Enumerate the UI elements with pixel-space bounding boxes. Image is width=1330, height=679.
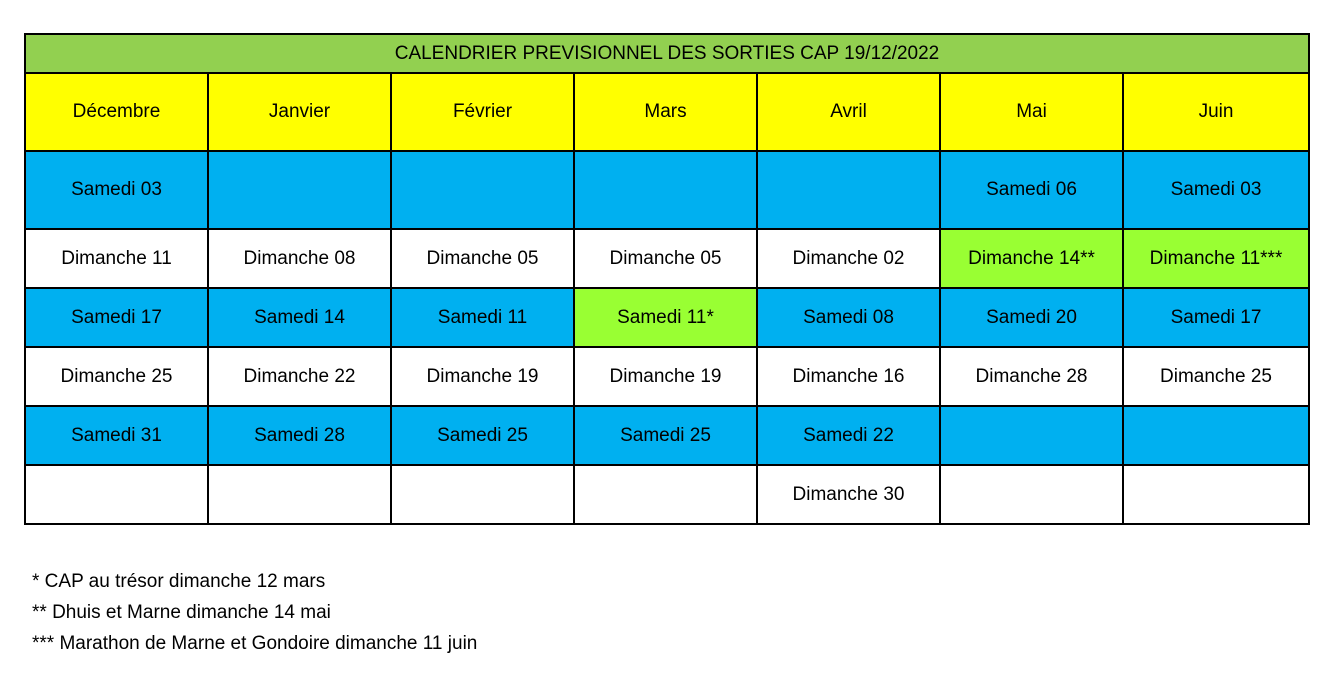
date-cell: Samedi 17 [1123,288,1309,347]
month-header: Avril [757,73,940,151]
title-row [25,34,1309,73]
date-cell: Samedi 17 [25,288,208,347]
date-cell: Samedi 08 [757,288,940,347]
date-cell: Samedi 25 [574,406,757,465]
date-cell: Dimanche 16 [757,347,940,406]
date-cell: Samedi 25 [391,406,574,465]
table-row [25,229,1309,288]
date-cell: Dimanche 25 [1123,347,1309,406]
date-cell [940,406,1123,465]
footnote: * CAP au trésor dimanche 12 mars [32,571,326,592]
footnote: *** Marathon de Marne et Gondoire dimanche 11 juin [32,633,478,654]
table-row [25,288,1309,347]
month-header-row [25,73,1309,151]
table-row [25,465,1309,524]
date-cell: Samedi 22 [757,406,940,465]
date-cell-highlighted: Dimanche 14** [940,229,1123,288]
footnote: ** Dhuis et Marne dimanche 14 mai [32,602,331,623]
date-cell [25,465,208,524]
date-cell [208,465,391,524]
date-cell: Dimanche 11 [25,229,208,288]
date-cell: Dimanche 30 [757,465,940,524]
date-cell-highlighted: Samedi 11* [574,288,757,347]
date-cell [757,151,940,229]
table-row [25,406,1309,465]
date-cell: Dimanche 02 [757,229,940,288]
date-cell [391,151,574,229]
date-cell [1123,406,1309,465]
date-cell: Samedi 06 [940,151,1123,229]
date-cell: Dimanche 22 [208,347,391,406]
month-header: Mai [940,73,1123,151]
date-cell [391,465,574,524]
month-header: Juin [1123,73,1309,151]
date-cell: Samedi 20 [940,288,1123,347]
date-cell: Samedi 11 [391,288,574,347]
date-cell [1123,465,1309,524]
date-cell: Dimanche 28 [940,347,1123,406]
date-cell [940,465,1123,524]
table-row [25,151,1309,229]
table-row [25,347,1309,406]
calendar-sheet [24,33,1308,525]
date-cell [208,151,391,229]
date-cell: Dimanche 19 [574,347,757,406]
footnotes [32,566,477,659]
date-cell: Dimanche 05 [574,229,757,288]
date-cell: Samedi 31 [25,406,208,465]
date-cell: Dimanche 19 [391,347,574,406]
date-cell: Samedi 03 [25,151,208,229]
calendar-table [24,33,1310,525]
date-cell [574,151,757,229]
date-cell-highlighted: Dimanche 11*** [1123,229,1309,288]
date-cell [574,465,757,524]
date-cell: Samedi 14 [208,288,391,347]
month-header: Décembre [25,73,208,151]
date-cell: Samedi 28 [208,406,391,465]
date-cell: Dimanche 25 [25,347,208,406]
date-cell: Samedi 03 [1123,151,1309,229]
month-header: Mars [574,73,757,151]
table-title: CALENDRIER PREVISIONNEL DES SORTIES CAP 19/12/2022 [25,34,1309,73]
date-cell: Dimanche 05 [391,229,574,288]
month-header: Février [391,73,574,151]
date-cell: Dimanche 08 [208,229,391,288]
month-header: Janvier [208,73,391,151]
